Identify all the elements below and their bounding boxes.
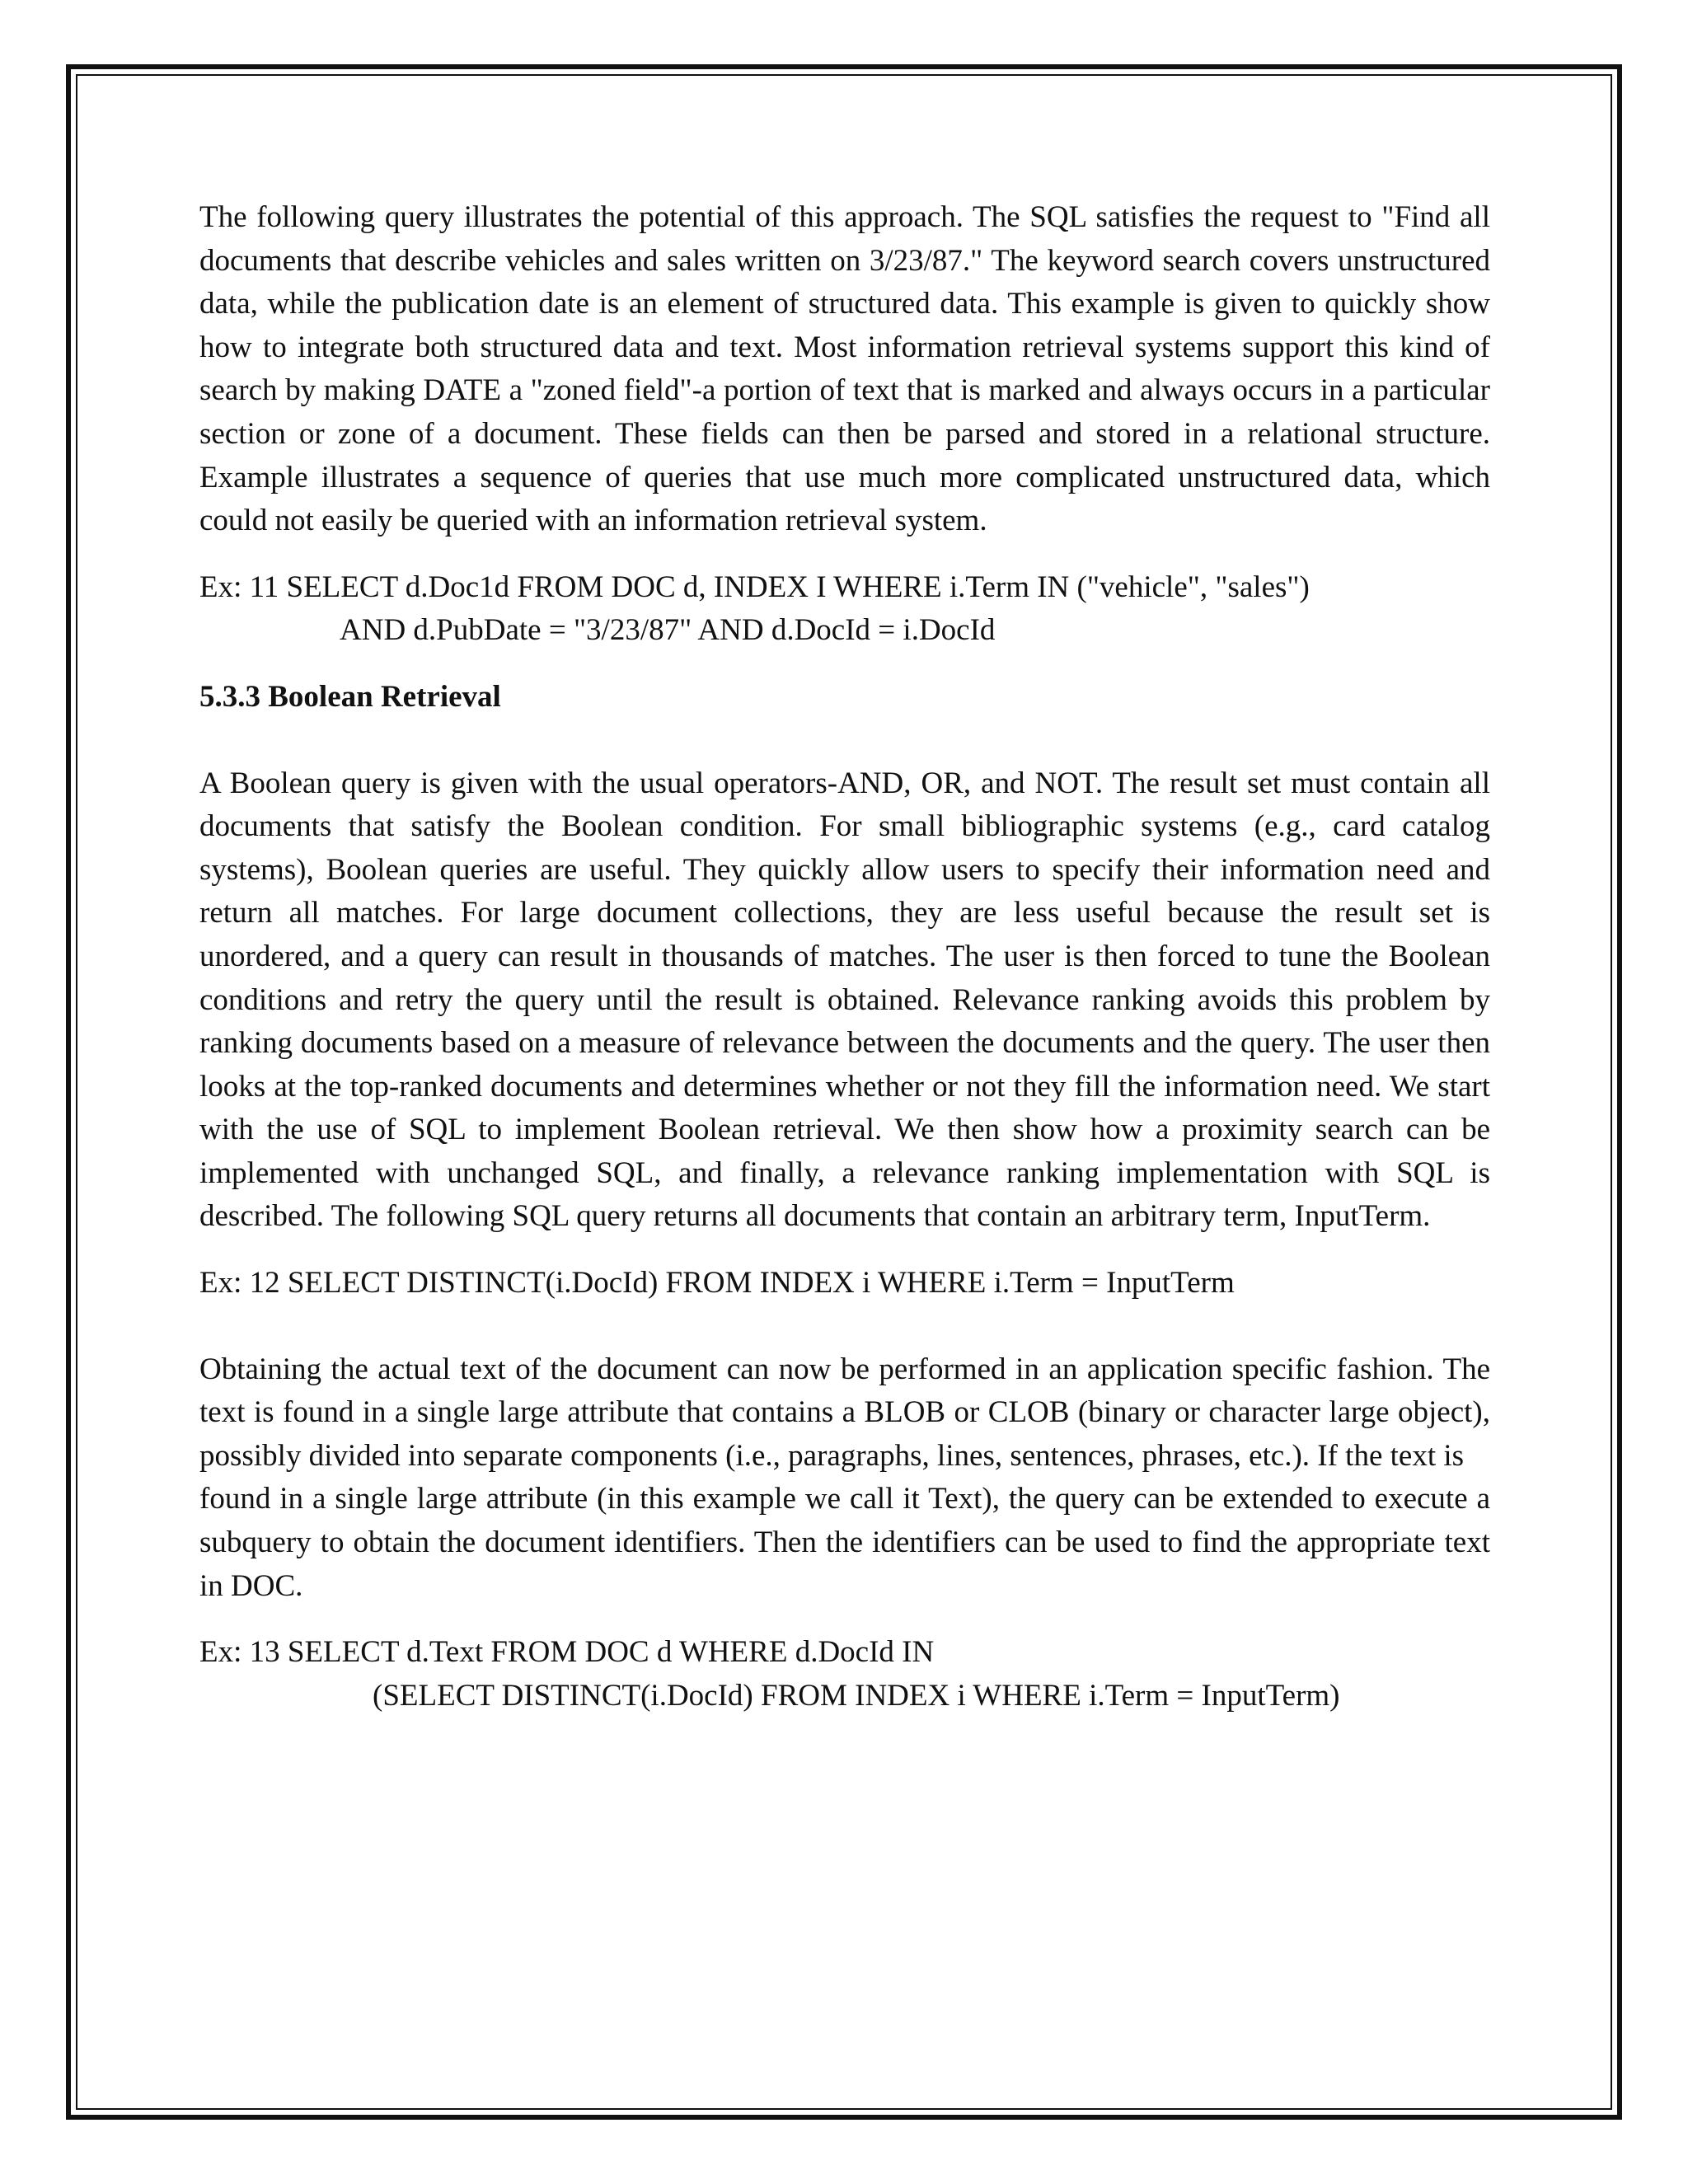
paragraph-intro: The following query illustrates the potential of this approach. The SQL satisfies the request to "Find all documents that describe vehicles and sales written on 3/23/87." The keyword search covers unstructured data, while the publication date is an element of structured data. This example is given to quickly show how to integrate both structured data and text. Most information retrieval systems support this kind of search by making DATE a "zoned field"-a portion of text that is marked and always occurs in a particular section or zone of a document. These fields can then be parsed and stored in a relational structure. Example illustrates a sequence of queries that use much more complicated unstructured data, which could not easily be queried with an information retrieval system. — [199, 200, 1490, 538]
example-11-line-1: Ex: 11 SELECT d.Doc1d FROM DOC d, INDEX I WHERE i.Term IN ("vehicle", "sales") — [199, 569, 1310, 604]
example-11-line-2: AND d.PubDate = "3/23/87" AND d.DocId = i.DocId — [340, 613, 996, 648]
section-heading: 5.3.3 Boolean Retrieval — [199, 679, 501, 714]
paragraph-obtaining-a: Obtaining the actual text of the document can now be performed in an application specific fashion. The text is found in a single large attribute that contains a BLOB or CLOB (binary or character large object), possibly divided into separate components (i.e., paragraphs, lines, sentences, phrases, etc.). If the text is — [199, 1352, 1490, 1473]
example-12-line-1: Ex: 12 SELECT DISTINCT(i.DocId) FROM INDEX i WHERE i.Term = InputTerm — [199, 1266, 1235, 1301]
paragraph-boolean: A Boolean query is given with the usual operators-AND, OR, and NOT. The result set must contain all documents that satisfy the Boolean condition. For small bibliographic systems (e.g., card catalog systems), Boolean queries are useful. They quickly allow users to specify their information need and return all matches. For large document collections, they are less useful because the result set is unordered, and a query can result in thousands of matches. The user is then forced to tune the Boolean conditions and retry the query until the result is obtained. Relevance ranking avoids this problem by ranking documents based on a measure of relevance between the documents and the query. The user then looks at the top-ranked documents and determines whether or not they fill the information need. We start with the use of SQL to implement Boolean retrieval. We then show how a proximity search can be implemented with unchanged SQL, and finally, a relevance ranking implementation with SQL is described. The following SQL query returns all documents that contain an arbitrary term, InputTerm. — [199, 766, 1490, 1234]
paragraph-obtaining-b: found in a single large attribute (in this example we call it Text), the query can be extended to execute a subquery to obtain the document identifiers. Then the identifiers can be used to find the appropriate text in DOC. — [199, 1482, 1490, 1603]
example-13-line-1: Ex: 13 SELECT d.Text FROM DOC d WHERE d.DocId IN — [199, 1635, 935, 1670]
example-13-line-2: (SELECT DISTINCT(i.DocId) FROM INDEX i WHERE i.Term = InputTerm) — [373, 1678, 1340, 1713]
document-body — [199, 196, 1490, 1718]
